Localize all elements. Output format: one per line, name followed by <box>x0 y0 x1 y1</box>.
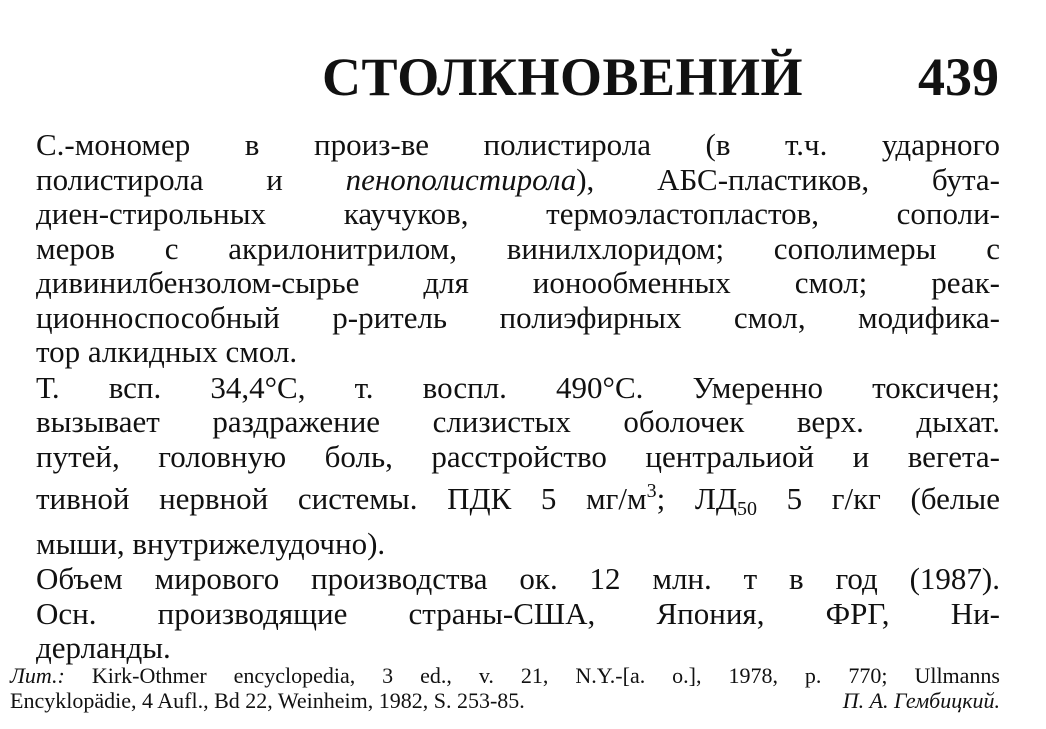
text-line: Объем мирового производства ок. 12 млн. т в год (1987). <box>36 561 1000 596</box>
paragraph-applications <box>14 128 1000 370</box>
running-head: СТОЛКНОВЕНИЙ <box>322 47 804 107</box>
text-line: мыши, внутрижелудочно). <box>36 525 386 561</box>
text-line: меров с акрилонитрилом, винилхлоридом; сополимеры с <box>36 230 1000 266</box>
article-body <box>14 128 1000 666</box>
text-line: путей, головную боль, расстройство центральиой и вегета- <box>36 438 1000 474</box>
text-line: Осн. производящие страны-США, Япония, ФРГ, Ни- <box>36 595 1000 631</box>
text-line: ционноспособный р-ритель полиэфирных смол, модифика- <box>36 299 1000 335</box>
literature-label: Лит.: <box>10 663 65 688</box>
reference-line: Лит.: Kirk-Othmer encyclopedia, 3 ed., v. 21, N.Y.-[a. o.], 1978, p. 770; Ullmanns <box>10 663 1000 688</box>
paragraph-properties <box>14 371 1000 562</box>
text-line: диен-стирольных каучуков, термоэластопластов, сополи- <box>36 196 1000 231</box>
literature-references <box>10 663 1000 713</box>
text-line: С.-мономер в произ-ве полистирола (в т.ч. ударного <box>36 127 1000 162</box>
italic-term: пенополистирола <box>345 161 577 197</box>
page-number: 439 <box>918 47 999 107</box>
text-line: полистирола и пенополистирола), АБС-пластиков, бута- <box>36 161 1000 197</box>
text-line: дивинилбензолом-сырье для ионообменных смол; реак- <box>36 265 1000 300</box>
text-line: Т. всп. 34,4°С, т. воспл. 490°С. Умеренно токсичен; <box>36 369 1000 405</box>
reference-line: Encyklopädie, 4 Aufl., Bd 22, Weinheim, 1982, S. 253-85. П. А. Гембицкий. <box>10 688 1000 713</box>
page-header <box>0 42 1000 112</box>
text-line: вызывает раздражение слизистых оболочек верх. дыхат. <box>36 404 1000 439</box>
text-line: тивной нервной системы. ПДК 5 $мг/м^3$; $ЛД_{50}$ 5 г/кг (белые <box>36 480 1000 520</box>
author-signature: П. А. Гембицкий. <box>842 688 1000 713</box>
superscript: 3 <box>646 480 657 502</box>
paragraph-production <box>14 562 1000 666</box>
subscript: 50 <box>737 498 758 520</box>
text-line: тор алкидных смол. <box>36 334 298 369</box>
text-line: дерланды. <box>36 630 171 665</box>
